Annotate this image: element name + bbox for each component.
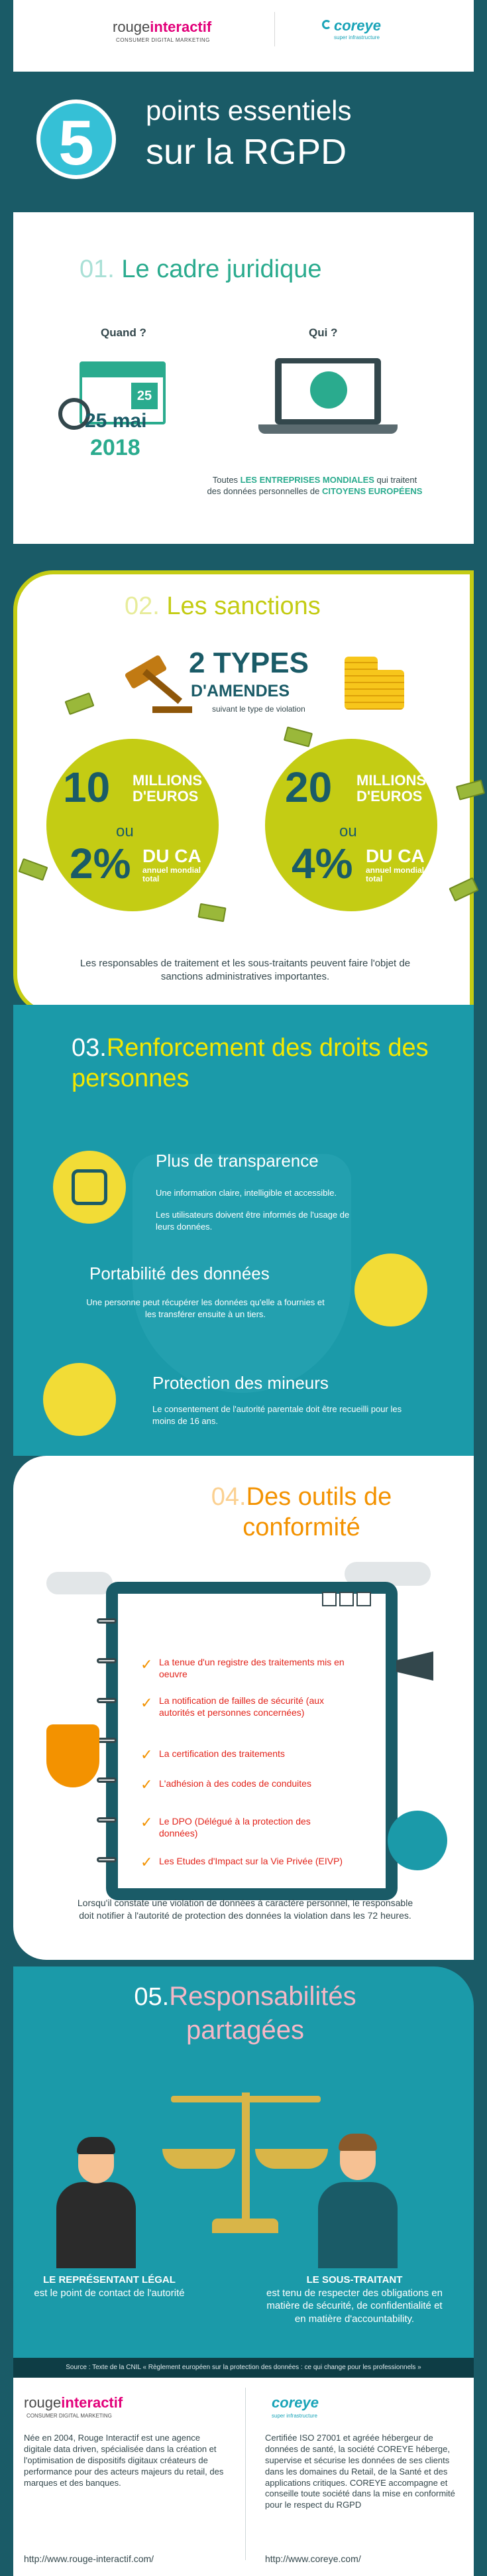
transparency-title: Plus de transparence <box>156 1151 319 1171</box>
fine-left-unit: MILLIONS D'EUROS <box>133 772 203 805</box>
checkbox-icon <box>356 1592 371 1606</box>
logo-divider <box>274 12 275 46</box>
section-5-heading: Responsabilités partagées <box>169 1982 356 2045</box>
scale-pole <box>242 2093 250 2225</box>
globe-icon <box>310 371 347 409</box>
check-icon: ✓ <box>140 1695 153 1711</box>
coreye-logo[interactable]: coreye <box>334 17 381 34</box>
scope-description: Toutes LES ENTREPRISES MONDIALES qui traitent des données personnelles de CITOYENS EUROPÉENS <box>207 475 423 496</box>
when-label: Quand ? <box>101 326 146 339</box>
check-icon: ✓ <box>140 1656 153 1673</box>
checklist-item: La notification de failles de sécurité (aux autorités et personnes concernées) <box>159 1695 325 1718</box>
portability-title: Portabilité des données <box>89 1263 270 1283</box>
section-2-heading: Les sanctions <box>166 592 321 620</box>
coreye-mark-icon <box>322 20 331 29</box>
coreye-tagline: super infrastructure <box>334 34 380 40</box>
section-4-heading: Des outils de conformité <box>243 1483 392 1541</box>
section-3-heading: Renforcement des droits des personnes <box>72 1034 429 1092</box>
portability-text: Une personne peut récupérer les données qu'elle a fournies et les transférer ensuite à un tiers. <box>86 1297 325 1319</box>
subcontractor-hair <box>339 2134 377 2151</box>
checkbox-icon <box>322 1592 337 1606</box>
check-icon: ✓ <box>140 1746 153 1763</box>
legal-representative-text: LE REPRÉSENTANT LÉGAL est le point de contact de l'autorité <box>34 2274 185 2299</box>
gavel-base <box>152 706 192 713</box>
transparency-text-2: Les utilisateurs doivent être informés de l'usage de leurs données. <box>156 1210 350 1232</box>
checklist-board <box>106 1582 398 1900</box>
section-5-title <box>99 1980 391 2047</box>
fine-right-annuel: annuel mondial total <box>366 866 425 884</box>
rouge-interactif-logo[interactable]: rougeinteractif <box>113 19 212 35</box>
check-icon: ✓ <box>140 1814 153 1831</box>
laptop-base <box>258 424 398 434</box>
checklist-item: L'adhésion à des codes de conduites <box>159 1778 311 1789</box>
coin-stack-icon <box>371 670 404 710</box>
fine-left-annuel: annuel mondial total <box>142 866 201 884</box>
fine-left-ca: DU CA <box>142 846 201 866</box>
checkbox-icon <box>339 1592 354 1606</box>
calendar-header <box>82 364 163 377</box>
section-1-number: 01. <box>80 255 115 283</box>
legal-representative-figure <box>56 2182 136 2268</box>
checklist-item: Le DPO (Délégué à la protection des données) <box>159 1816 311 1839</box>
subcontractor-figure <box>318 2182 398 2268</box>
binder-ring <box>97 1618 117 1624</box>
section-4-title <box>192 1482 411 1543</box>
section-3-number: 03. <box>72 1034 107 1062</box>
section-2-number: 02. <box>125 592 160 620</box>
scale-pan-right <box>255 2149 328 2169</box>
scale-pan-left <box>162 2149 235 2169</box>
cloud-download-icon <box>354 1254 427 1326</box>
binder-ring <box>97 1658 117 1663</box>
title-line-1: points essentiels <box>146 95 352 126</box>
fine-right-ou: ou <box>339 822 357 840</box>
family-icon <box>43 1363 116 1436</box>
who-label: Qui ? <box>309 326 338 339</box>
section-5-number: 05. <box>134 1983 170 2011</box>
footer-rouge-tagline: CONSUMER DIGITAL MARKETING <box>27 2413 112 2419</box>
fine-right-percent: 4% <box>292 840 353 887</box>
footer-coreye-url[interactable]: http://www.coreye.com/ <box>265 2553 361 2564</box>
check-icon: ✓ <box>140 1776 153 1793</box>
footer-coreye-description: Certifiée ISO 27001 et agréée hébergeur de données de santé, la société COREYE héberge, supervise et sécurise les données de ses clients dans les domaines du Retail, de la Santé et des applications critiques. COREYE accompagne et conseille toute société dans la mise en conformité pour le respect du RGPD <box>265 2433 455 2510</box>
section-1-title <box>80 255 321 284</box>
footer-coreye-logo[interactable]: coreye <box>272 2394 319 2411</box>
section-3-title <box>72 1033 443 1094</box>
fine-types-heading: 2 TYPES <box>189 647 309 679</box>
title-number-badge: 5 <box>36 99 116 179</box>
fine-left-millions: 10 <box>63 763 111 811</box>
footer-coreye-tagline: super infrastructure <box>272 2413 317 2419</box>
fine-right-ca: DU CA <box>366 846 425 866</box>
transparency-icon <box>53 1151 126 1224</box>
scale-base <box>212 2219 278 2233</box>
cloud-icon <box>46 1572 113 1594</box>
fine-amendes-label: D'AMENDES <box>191 682 290 700</box>
checklist-item: La certification des traitements <box>159 1748 285 1759</box>
date-year: 2018 <box>90 435 140 460</box>
binder-ring <box>97 1777 117 1783</box>
globe-icon <box>388 1811 447 1870</box>
checklist-item: La tenue d'un registre des traitements mis en oeuvre <box>159 1657 345 1680</box>
date-day-month: 25 mai <box>85 410 147 432</box>
minors-text: Le consentement de l'autorité parentale doit être recueilli pour les moins de 16 ans. <box>152 1404 402 1426</box>
subcontractor-text: LE SOUS-TRAITANT est tenu de respecter des obligations en matière de sécurité, de confidentialité et en matière d'accountability. <box>266 2274 443 2325</box>
section-1-heading: Le cadre juridique <box>121 255 322 283</box>
binder-ring <box>97 1738 117 1743</box>
footer-rouge-interactif-logo[interactable]: rougeinteractif <box>24 2394 123 2411</box>
footer-divider <box>245 2388 246 2560</box>
compliance-description: Lorsqu'il constate une violation de données à caractère personnel, le responsable doit notifier à l'autorité de protection des données la violation dans les 72 heures. <box>77 1898 413 1921</box>
calendar-day: 25 <box>131 383 158 409</box>
legal-representative-hair <box>77 2137 115 2154</box>
footer-rouge-description: Née en 2004, Rouge Interactif est une agence digitale data driven, spécialisée dans la création et l'optimisation de dispositifs digitaux créateurs de performance pour des acteurs majeurs du retail, des marques et des banques. <box>24 2433 224 2488</box>
fine-left-ou: ou <box>116 822 134 840</box>
binder-ring <box>97 1698 117 1703</box>
rouge-interactif-tagline: CONSUMER DIGITAL MARKETING <box>116 37 210 43</box>
footer-rouge-url[interactable]: http://www.rouge-interactif.com/ <box>24 2553 154 2564</box>
minors-title: Protection des mineurs <box>152 1373 329 1393</box>
section-2-title <box>125 592 321 621</box>
fine-left-percent: 2% <box>70 840 131 887</box>
sanctions-description: Les responsables de traitement et les sous-traitants peuvent faire l'objet de sanctions administratives importantes. <box>80 958 411 983</box>
checklist-item: Les Etudes d'Impact sur la Vie Privée (EIVP) <box>159 1856 343 1866</box>
check-icon: ✓ <box>140 1854 153 1870</box>
transparency-text-1: Une information claire, intelligible et accessible. <box>156 1188 337 1198</box>
source-note: Source : Texte de la CNIL « Règlement européen sur la protection des données : ce qui change pour les professionnels » <box>13 2358 474 2378</box>
fine-right-unit: MILLIONS D'EUROS <box>356 772 427 805</box>
section-4-number: 04. <box>211 1483 246 1511</box>
fine-subtitle: suivant le type de violation <box>212 704 305 714</box>
title-line-2: sur la RGPD <box>146 132 347 172</box>
binder-ring <box>97 1857 117 1862</box>
shield-check-icon <box>46 1724 99 1787</box>
fine-right-millions: 20 <box>285 763 333 811</box>
binder-ring <box>97 1817 117 1823</box>
